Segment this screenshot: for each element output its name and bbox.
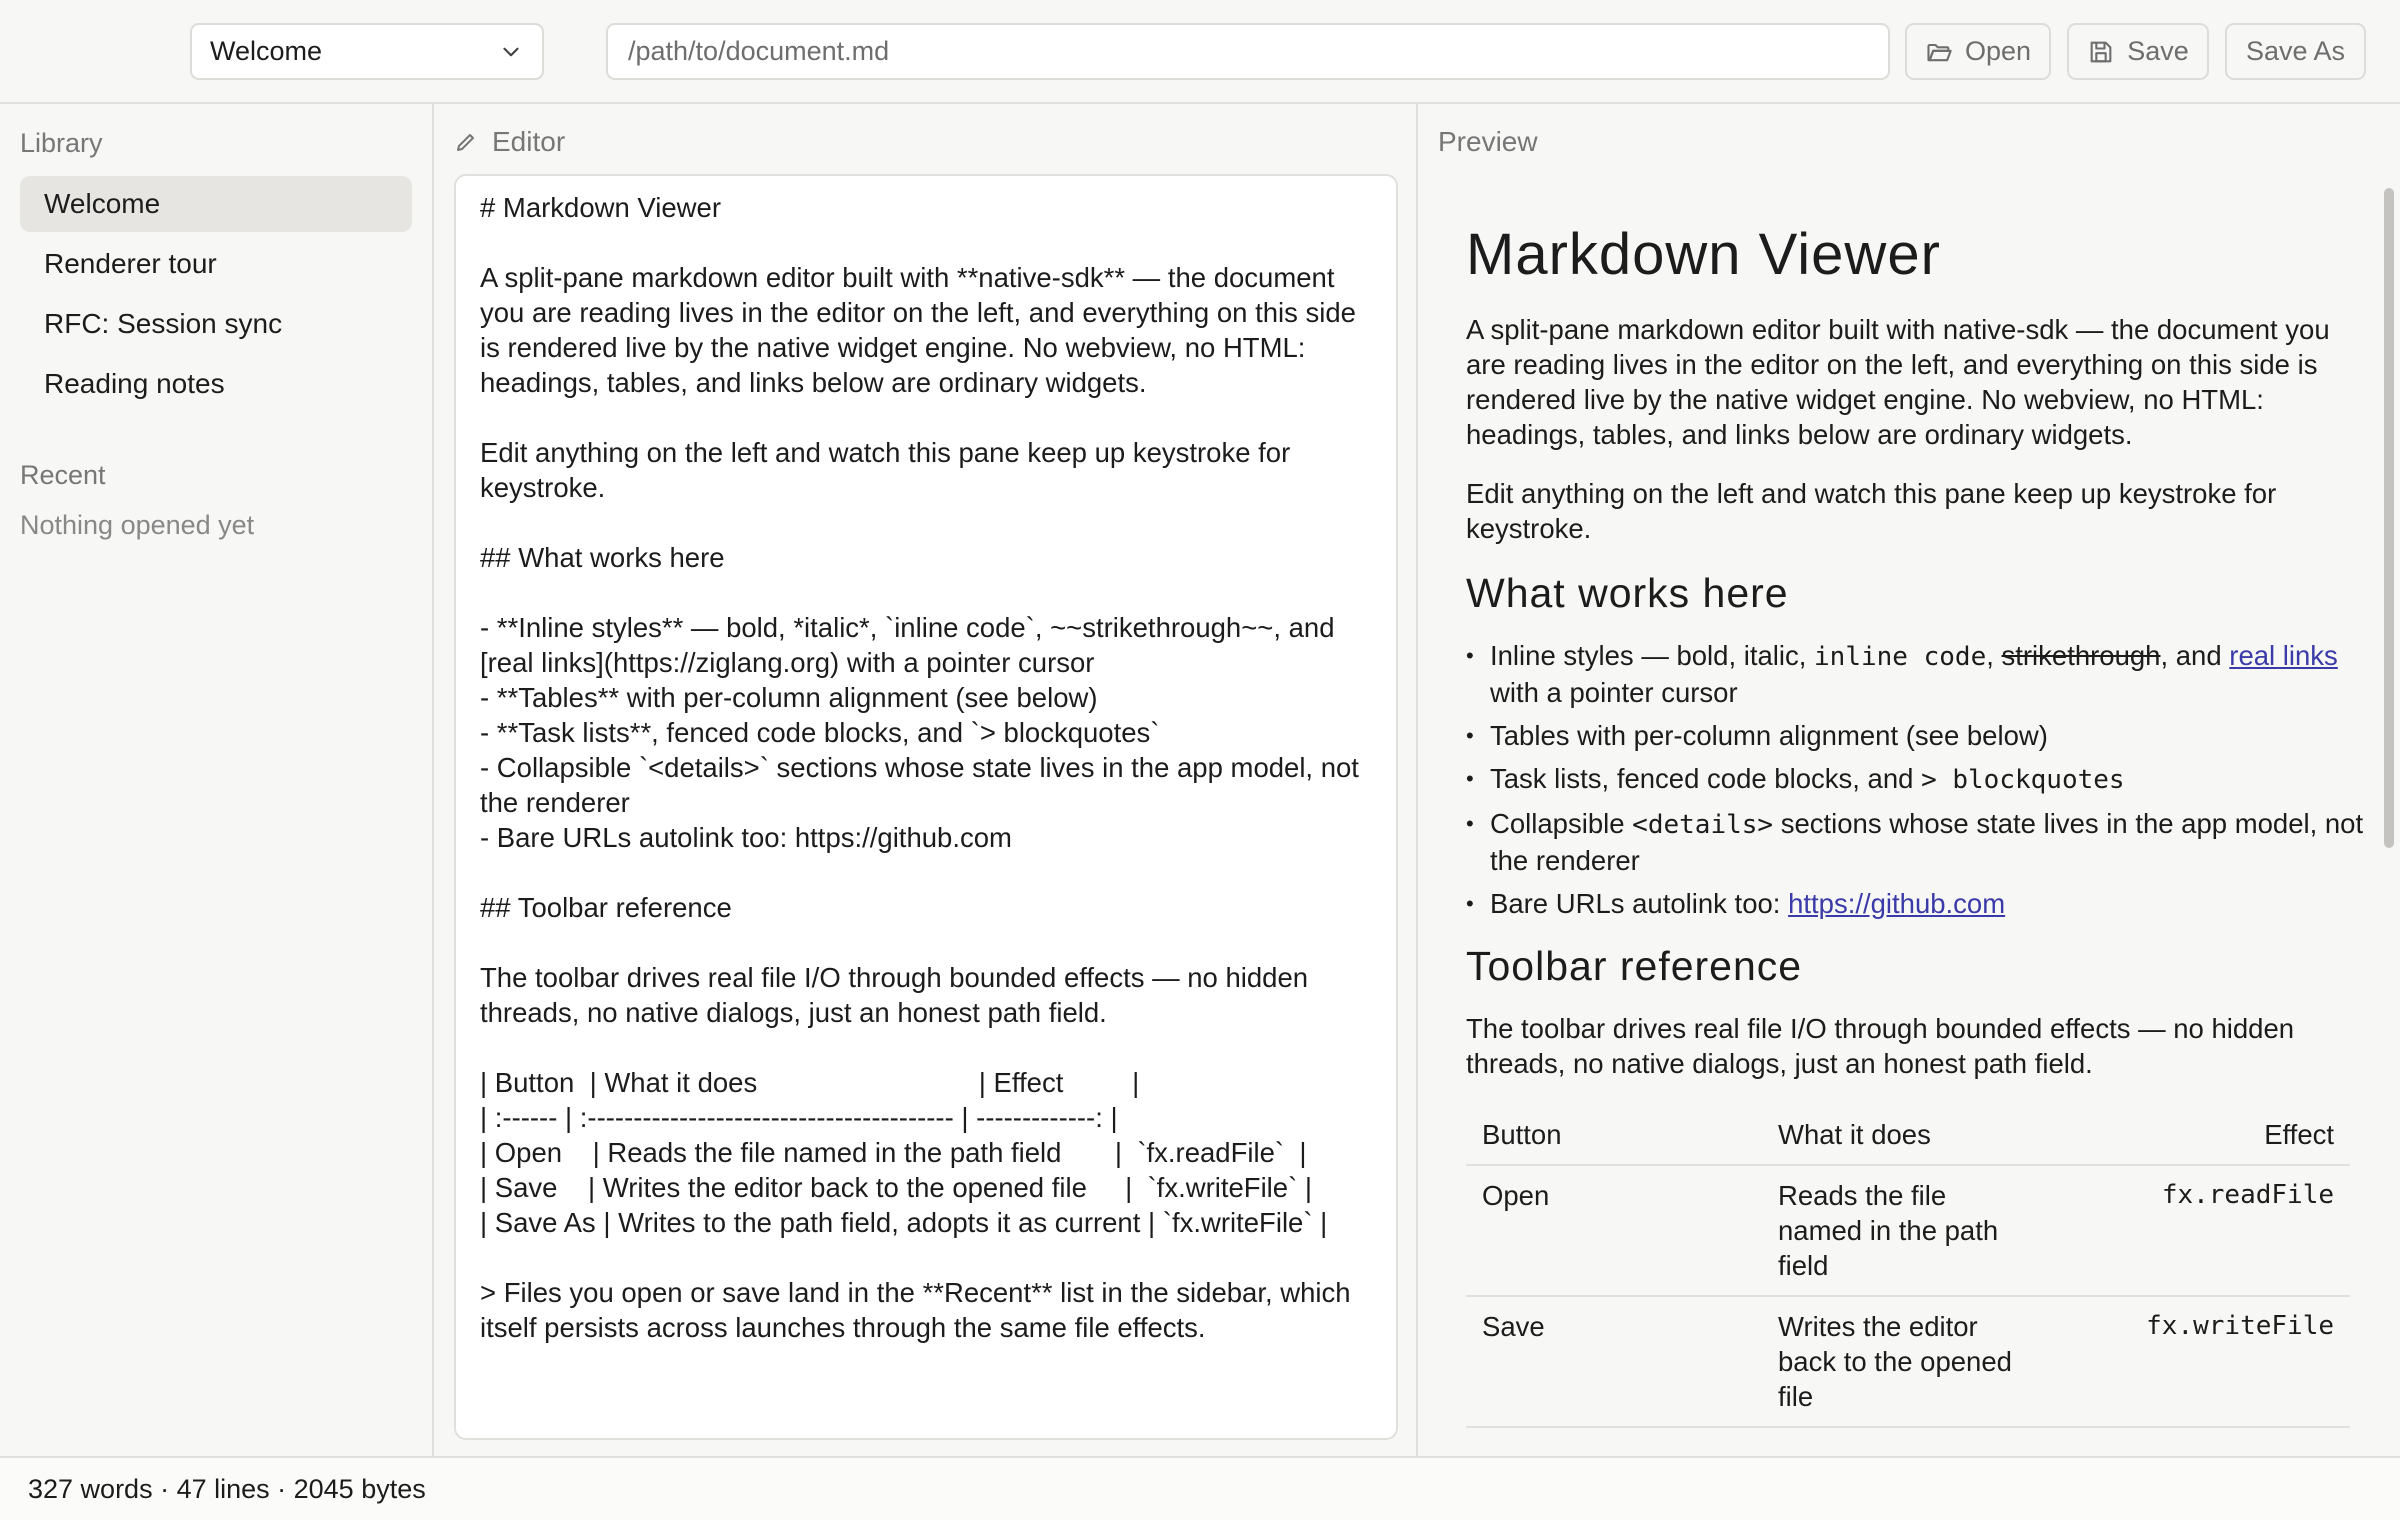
preview-content [1466,224,2372,1428]
table-cell: Save [1482,1311,1545,1342]
preview-paragraph: A split-pane markdown editor built with native-sdk — the document you are reading lives in the editor on the left, and everything on this side is rendered live by the native widget engine. No webview, no HTML: headings, tables, and links below are ordinary widgets. [1466,314,2330,450]
preview-heading-what-works: What works here [1466,570,1789,616]
sidebar [0,104,434,1456]
pencil-icon [454,130,478,154]
text-run: Inline styles — bold, italic, [1490,640,1815,671]
preview-heading-toolbar-reference: Toolbar reference [1466,943,1803,989]
table-cell: fx.readFile [2161,1180,2334,1210]
library-heading: Library [20,128,103,158]
sidebar-item-label: Renderer tour [44,248,217,279]
sidebar-item-reading-notes[interactable] [20,356,412,412]
sidebar-item-label: Reading notes [44,368,225,399]
status-bar [0,1456,2400,1520]
folder-open-icon [1925,38,1953,66]
list-item [1466,638,2372,710]
inline-code: > blockquotes [1921,765,2125,795]
preview-feature-list [1466,638,2372,921]
table-header-cell: Button [1482,1119,1562,1150]
table-cell: Writes the editor back to the opened file [1778,1311,2012,1412]
toolbar [0,0,2400,104]
document-select-value: Welcome [210,36,323,66]
github-link[interactable]: https://github.com [1788,888,2006,919]
preview-paragraph: Edit anything on the left and watch this pane keep up keystroke for keystroke. [1466,478,2277,544]
editor-title-label: Editor [492,126,566,157]
preview-title [1438,126,1538,158]
table-cell: fx.writeFile [2146,1311,2334,1341]
editor-pane [434,104,1418,1456]
preview-paragraph: The toolbar drives real file I/O through bounded effects — no hidden threads, no native dialogs, just an honest path field. [1466,1013,2295,1079]
sidebar-item-renderer-tour[interactable] [20,236,412,292]
list-item [1466,806,2372,878]
preview-pane [1418,104,2400,1456]
editor-textarea[interactable] [454,174,1398,1440]
sidebar-item-label: RFC: Session sync [44,308,283,339]
open-button-label: Open [1964,36,2032,66]
table-header-cell: Effect [2264,1119,2334,1150]
inline-code: <details> [1632,810,1774,840]
table-row [1466,1165,2350,1296]
recent-heading: Recent [20,460,106,490]
text-run: , and [2160,640,2230,671]
document-stats: 327 words · 47 lines · 2045 bytes [28,1473,426,1504]
table-header-cell: What it does [1778,1119,1931,1150]
save-button-label: Save [2127,36,2189,66]
text-run: , [1986,640,2002,671]
editor-title [454,126,565,158]
sidebar-item-label: Welcome [44,188,161,219]
toolbar-reference-table [1466,1105,2350,1428]
inline-code: inline code [1814,642,1987,672]
save-as-button[interactable] [2225,23,2366,80]
table-cell: Open [1482,1180,1550,1211]
text-run: sections whose state lives in the app model, not the renderer [1490,808,2364,876]
sidebar-item-welcome[interactable] [20,176,412,232]
sidebar-item-rfc-session-sync[interactable] [20,296,412,352]
document-select[interactable] [190,23,544,80]
preview-title-label: Preview [1438,126,1538,157]
save-button[interactable] [2067,23,2209,80]
recent-empty-text: Nothing opened yet [20,510,255,540]
text-run: with a pointer cursor [1490,677,1738,708]
path-input[interactable] [606,23,1890,80]
list-item [1466,761,2372,798]
chevron-down-icon [498,39,524,65]
text-run: Collapsible [1490,808,1633,839]
preview-heading-1: Markdown Viewer [1466,222,1941,287]
open-button[interactable] [1905,23,2051,80]
preview-scrollbar[interactable] [2384,188,2394,848]
save-icon [2087,38,2115,66]
save-as-button-label: Save As [2245,36,2346,66]
strikethrough-text: strikethrough [2001,640,2161,671]
table-header-row [1466,1105,2350,1165]
table-row [1466,1296,2350,1427]
real-links-link[interactable]: real links [2229,640,2338,671]
editor-source-text[interactable]: # Markdown Viewer A split-pane markdown editor built with **native-sdk** — the document you are reading lives in the editor on the left, and everything on this side is rendered live by the native widget engine. No webview, no HTML: headings, tables, and links below are ordinary widgets. Edit anything on the left and watch this pane keep up keystroke for keystroke. ## What works here - **Inline styles** — bold, *italic*, `inline code`, ~~strikethrough~~, and [real links](https://ziglang.org) with a pointer cursor - **Tables** with per-column alignment (see below) - **Task lists**, fenced code blocks, and `> blockquotes` - Collapsible `<details>` sections whose state lives in the app model, not the renderer - Bare URLs autolink too: https://github.com ## Toolbar reference The toolbar drives real file I/O through bounded effects — no hidden threads, no native dialogs, just an honest path field. | Button | What it does | Effect | | :------ | :---------------------------------------- | -------------: | | Open | Reads the file named in the path field | `fx.readFile` | | Save | Writes the editor back to the opened file | `fx.writeFile` | | Save As | Writes to the path field, adopts it as current | `fx.writeFile` | > Files you open or save land in the **Recent** list in the sidebar, which itself persists across launches through the same file effects. [480,192,1359,1343]
text-run: Bare URLs autolink too: [1490,888,1789,919]
list-item [1466,886,2372,921]
table-cell: Reads the file named in the path field [1778,1180,1999,1281]
text-run: Tables with per-column alignment (see below) [1490,720,2048,751]
text-run: Task lists, fenced code blocks, and [1490,763,1922,794]
list-item [1466,718,2372,753]
